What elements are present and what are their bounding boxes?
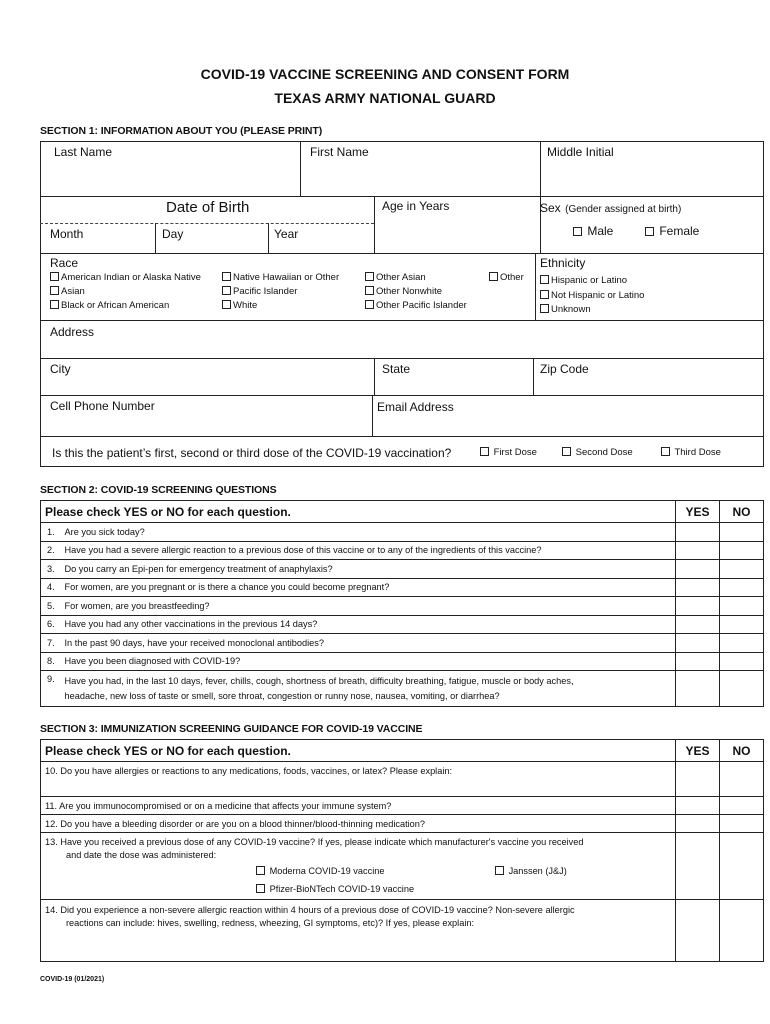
table-row <box>41 900 764 962</box>
question-number: 4. <box>41 578 61 597</box>
question-13-line2: and date the dose was administered: <box>66 850 217 860</box>
checkbox-icon[interactable] <box>540 304 549 313</box>
option-label: Asian <box>61 286 85 297</box>
first-dose-option[interactable] <box>480 447 537 458</box>
question-1 <box>61 523 676 542</box>
checkbox-icon[interactable] <box>495 866 504 875</box>
question-number: 9. <box>41 671 61 707</box>
year-label: Year <box>274 227 299 241</box>
checkbox-icon[interactable] <box>661 447 670 456</box>
no-cell[interactable] <box>720 541 764 560</box>
question-3 <box>61 560 676 579</box>
race-other[interactable] <box>489 272 524 283</box>
male-option[interactable] <box>573 224 613 238</box>
question-text: In the past 90 days, have your received monoclonal antibodies? <box>64 637 324 648</box>
yes-cell[interactable] <box>676 615 720 634</box>
option-label: Pacific Islander <box>233 286 298 297</box>
checkbox-icon[interactable] <box>256 866 265 875</box>
no-header: NO <box>720 740 764 762</box>
age-field[interactable] <box>376 215 538 251</box>
question-9 <box>61 671 676 707</box>
table-row <box>41 560 764 579</box>
question-text: Do you carry an Epi-pen for emergency treatment of anaphylaxis? <box>64 563 333 574</box>
option-label: Hispanic or Latino <box>551 275 628 286</box>
age-label: Age in Years <box>382 199 450 213</box>
table-row <box>41 634 764 653</box>
race-other-asian[interactable] <box>365 272 426 283</box>
checkbox-icon[interactable] <box>480 447 489 456</box>
no-cell[interactable] <box>720 597 764 616</box>
yes-cell[interactable] <box>676 815 720 833</box>
first-name-label: First Name <box>310 145 369 159</box>
question-6 <box>61 615 676 634</box>
ethnicity-unknown[interactable] <box>540 304 591 315</box>
no-cell[interactable] <box>720 762 764 797</box>
question-4 <box>61 578 676 597</box>
state-label: State <box>382 362 411 376</box>
pfizer-option[interactable] <box>256 884 414 894</box>
address-field[interactable] <box>42 340 762 356</box>
table-row <box>41 652 764 671</box>
table-row <box>41 523 764 542</box>
yes-cell[interactable] <box>676 652 720 671</box>
option-label: Pfizer-BioNTech COVID-19 vaccine <box>269 884 415 894</box>
female-label: Female <box>659 224 700 238</box>
sex-note: (Gender assigned at birth) <box>565 204 682 215</box>
female-checkbox[interactable] <box>645 227 654 236</box>
section3-heading: SECTION 3: IMMUNIZATION SCREENING GUIDANCE FOR COVID-19 VACCINE <box>40 723 423 735</box>
form-subtitle: TEXAS ARMY NATIONAL GUARD <box>274 90 496 106</box>
no-cell[interactable] <box>720 560 764 579</box>
ethnicity-label: Ethnicity <box>540 256 586 270</box>
checkbox-icon[interactable] <box>540 275 549 284</box>
option-label: Other <box>500 272 524 283</box>
checkbox-icon[interactable] <box>50 272 59 281</box>
yes-cell[interactable] <box>676 597 720 616</box>
no-header: NO <box>720 501 764 523</box>
no-cell[interactable] <box>720 523 764 542</box>
option-label: White <box>233 300 258 311</box>
yes-cell[interactable] <box>676 797 720 815</box>
race-black[interactable] <box>50 300 169 311</box>
option-label: Unknown <box>551 304 591 315</box>
yes-cell[interactable] <box>676 523 720 542</box>
yes-header: YES <box>676 501 720 523</box>
checkbox-icon[interactable] <box>562 447 571 456</box>
race-asian[interactable] <box>50 286 85 297</box>
question-8 <box>61 652 676 671</box>
question-number: 1. <box>41 523 61 542</box>
checkbox-icon[interactable] <box>222 272 231 281</box>
checkbox-icon[interactable] <box>222 286 231 295</box>
male-label: Male <box>587 224 614 238</box>
cell-phone-field[interactable] <box>42 414 370 434</box>
question-number: 6. <box>41 615 61 634</box>
option-label: First Dose <box>493 447 537 458</box>
janssen-option[interactable] <box>495 866 567 876</box>
option-label: Other Nonwhite <box>376 286 443 297</box>
question-text: For women, are you pregnant or is there a chance you could become pregnant? <box>64 582 390 593</box>
email-label: Email Address <box>377 400 454 414</box>
option-label: Second Dose <box>575 447 633 458</box>
question-text: For women, are you breastfeeding? <box>64 600 210 611</box>
table-row <box>41 615 764 634</box>
option-label: Not Hispanic or Latino <box>551 290 645 301</box>
table-row <box>41 797 764 815</box>
question-number: 8. <box>41 652 61 671</box>
question-text-continued: headache, new loss of taste or smell, sore throat, congestion or runny nose, nausea, vomiting, or diarrhea? <box>64 691 500 701</box>
option-label: Native Hawaiian or Other <box>233 272 340 283</box>
no-cell[interactable] <box>720 615 764 634</box>
city-label: City <box>50 362 71 376</box>
yes-cell[interactable] <box>676 578 720 597</box>
checkbox-icon[interactable] <box>365 286 374 295</box>
first-name-field[interactable] <box>302 160 538 194</box>
checkbox-icon[interactable] <box>256 884 265 893</box>
no-cell[interactable] <box>720 671 764 707</box>
question-text: Have you had any other vaccinations in the previous 14 days? <box>64 619 318 630</box>
question-2 <box>61 541 676 560</box>
no-cell[interactable] <box>720 652 764 671</box>
question-text: Are you sick today? <box>64 526 145 537</box>
state-field[interactable] <box>376 377 531 393</box>
option-label: American Indian or Alaska Native <box>61 272 201 283</box>
race-pacific-islander[interactable] <box>222 286 297 297</box>
no-cell[interactable] <box>720 634 764 653</box>
yes-cell[interactable] <box>676 541 720 560</box>
table-row <box>41 833 764 900</box>
checkbox-icon[interactable] <box>222 300 231 309</box>
table-row <box>41 815 764 833</box>
question-text: Have you had a severe allergic reaction to a previous dose of this vaccine or to any of the ingredients of this vaccine? <box>64 545 542 556</box>
question-11: 11. Are you immunocompromised or on a medicine that affects your immune system? <box>41 797 676 815</box>
no-cell[interactable] <box>720 833 764 900</box>
question-14 <box>41 900 676 962</box>
yes-header: YES <box>676 740 720 762</box>
table-row <box>41 762 764 797</box>
second-dose-option[interactable] <box>562 447 633 458</box>
question-13-line1: 13. Have you received a previous dose of any COVID-19 vaccine? If yes, please indicate which manufacturer's vaccine you received <box>45 837 584 847</box>
race-other-pacific[interactable] <box>365 300 467 311</box>
checkbox-icon[interactable] <box>489 272 498 281</box>
race-american-indian[interactable] <box>50 272 201 283</box>
race-native-hawaiian[interactable] <box>222 272 339 283</box>
no-cell[interactable] <box>720 797 764 815</box>
race-other-nonwhite[interactable] <box>365 286 442 297</box>
question-5 <box>61 597 676 616</box>
yes-cell[interactable] <box>676 762 720 797</box>
checkbox-icon[interactable] <box>365 300 374 309</box>
moderna-option[interactable] <box>256 866 384 876</box>
checkbox-icon[interactable] <box>50 300 59 309</box>
question-13 <box>41 833 676 900</box>
sex-label: Sex <box>540 201 561 215</box>
section2-heading: SECTION 2: COVID-19 SCREENING QUESTIONS <box>40 484 277 496</box>
yes-cell[interactable] <box>676 560 720 579</box>
male-checkbox[interactable] <box>573 227 582 236</box>
race-white[interactable] <box>222 300 257 311</box>
question-number: 2. <box>41 541 61 560</box>
yes-cell[interactable] <box>676 634 720 653</box>
table-row <box>41 597 764 616</box>
address-label: Address <box>50 325 95 339</box>
question-10: 10. Do you have allergies or reactions to any medications, foods, vaccines, or latex? Please explain: <box>41 762 676 797</box>
ethnicity-hispanic[interactable] <box>540 275 627 286</box>
checkbox-icon[interactable] <box>50 286 59 295</box>
immunization-questions-table <box>40 739 764 962</box>
option-label: Janssen (J&J) <box>508 866 567 876</box>
question-text: Have you had, in the last 10 days, fever, chills, cough, shortness of breath, difficulty breathing, fatigue, muscle or body aches, <box>64 676 574 686</box>
cell-phone-label: Cell Phone Number <box>50 399 155 413</box>
question-number: 3. <box>41 560 61 579</box>
question-number: 5. <box>41 597 61 616</box>
question-14-line2: reactions can include: hives, swelling, redness, wheezing, GI symptoms, etc)? If yes, please explain: <box>66 918 475 928</box>
month-label: Month <box>50 227 84 241</box>
checkbox-icon[interactable] <box>540 290 549 299</box>
sex-label-group <box>540 199 681 217</box>
third-dose-option[interactable] <box>661 447 721 458</box>
option-label: Third Dose <box>674 447 721 458</box>
screening-questions-table <box>40 500 764 707</box>
section3-instruction: Please check YES or NO for each question. <box>41 740 676 762</box>
section2-instruction: Please check YES or NO for each question. <box>41 501 676 523</box>
last-name-label: Last Name <box>54 145 113 159</box>
form-footer: COVID-19 (01/2021) <box>40 976 105 983</box>
option-label: Other Asian <box>376 272 426 283</box>
no-cell[interactable] <box>720 900 764 962</box>
question-14-line1: 14. Did you experience a non-severe allergic reaction within 4 hours of a previous dose of COVID-19 vaccine? Non-severe allergic <box>45 905 575 915</box>
city-field[interactable] <box>42 377 372 393</box>
zip-label: Zip Code <box>540 362 589 376</box>
race-label: Race <box>50 256 79 270</box>
dose-question: Is this the patient’s first, second or third dose of the COVID-19 vaccination? <box>52 446 452 460</box>
yes-cell[interactable] <box>676 900 720 962</box>
middle-initial-field[interactable] <box>542 160 762 194</box>
option-label: Other Pacific Islander <box>376 300 467 311</box>
female-option[interactable] <box>645 224 699 238</box>
middle-initial-label: Middle Initial <box>547 145 614 159</box>
dob-label: Date of Birth <box>166 199 250 216</box>
ethnicity-not-hispanic[interactable] <box>540 290 644 301</box>
section1-heading: SECTION 1: INFORMATION ABOUT YOU (PLEASE PRINT) <box>40 125 323 137</box>
table-row <box>41 671 764 707</box>
question-7 <box>61 634 676 653</box>
form-title: COVID-19 VACCINE SCREENING AND CONSENT FORM <box>200 66 570 82</box>
option-label: Black or African American <box>61 300 170 311</box>
last-name-field[interactable] <box>41 160 299 194</box>
question-number: 7. <box>41 634 61 653</box>
checkbox-icon[interactable] <box>365 272 374 281</box>
yes-cell[interactable] <box>676 833 720 900</box>
table-row <box>41 578 764 597</box>
yes-cell[interactable] <box>676 671 720 707</box>
option-label: Moderna COVID-19 vaccine <box>269 866 385 876</box>
no-cell[interactable] <box>720 578 764 597</box>
zip-field[interactable] <box>535 377 762 393</box>
question-12: 12. Do you have a bleeding disorder or are you on a blood thinner/blood-thinning medication? <box>41 815 676 833</box>
table-row <box>41 541 764 560</box>
no-cell[interactable] <box>720 815 764 833</box>
question-text: Have you been diagnosed with COVID-19? <box>64 656 241 667</box>
email-field[interactable] <box>374 414 762 434</box>
day-label: Day <box>162 227 184 241</box>
